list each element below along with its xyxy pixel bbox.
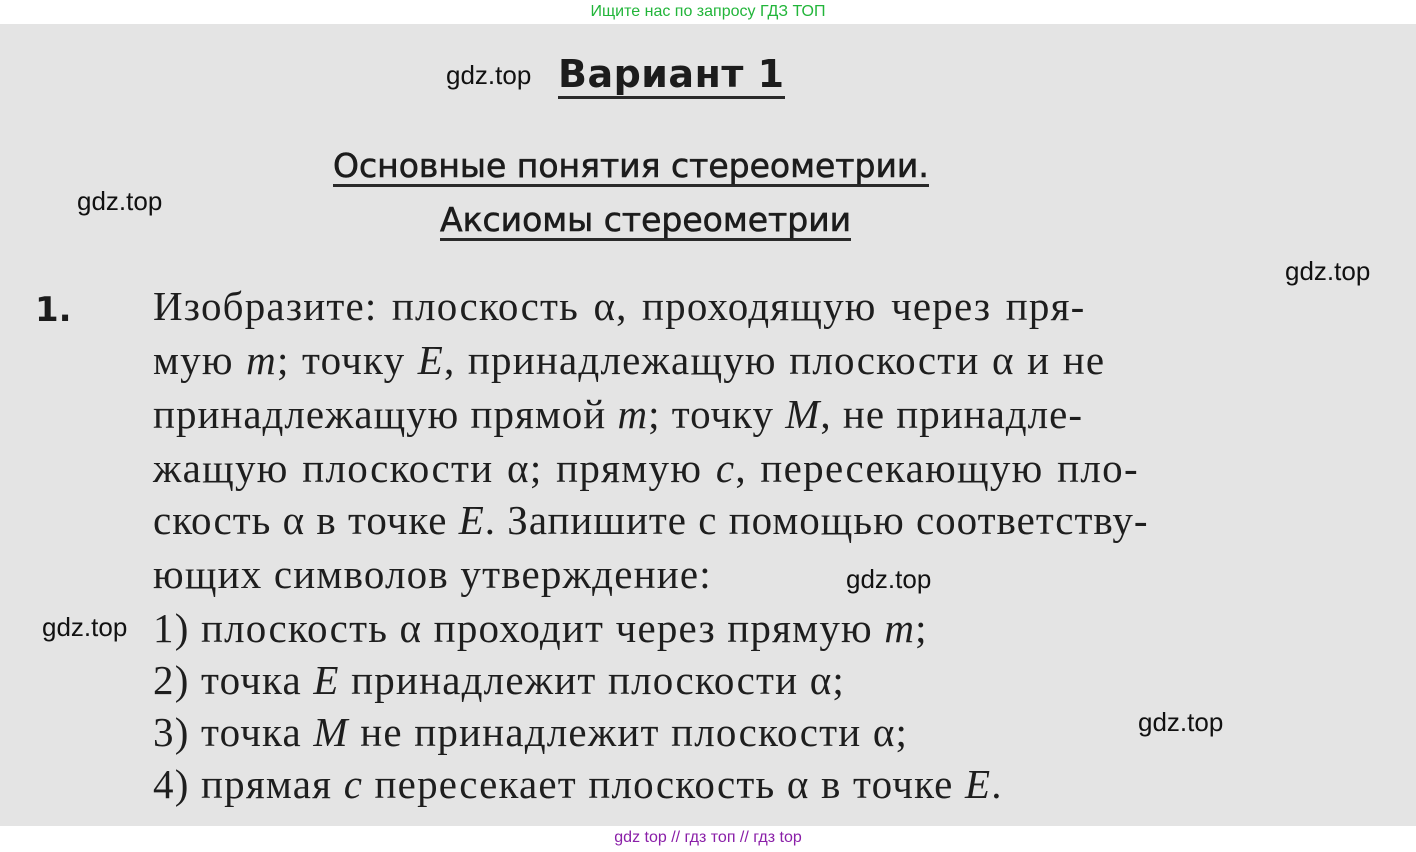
watermark: gdz.top	[77, 186, 163, 216]
task-text-line: ющих символов утверждение:	[153, 551, 712, 597]
watermark: gdz.top	[42, 612, 128, 642]
task-item-1: 1) плоскость α проходит через прямую m;	[153, 605, 928, 651]
task-text-line: мую m; точку E, принадлежащую плоскости α и не	[153, 337, 1106, 383]
topic-title-line-2: Аксиомы стереометрии	[440, 202, 851, 241]
topic-title-line-1: Основные понятия стереометрии.	[333, 148, 929, 187]
watermark: gdz.top	[446, 60, 532, 90]
task-number: 1.	[35, 290, 72, 330]
task-item-3: 3) точка M не принадлежит плоскости α;	[153, 709, 909, 755]
task-item-4: 4) прямая c пересекает плоскость α в точке E.	[153, 761, 1003, 807]
watermark: gdz.top	[1285, 256, 1371, 286]
task-text-line: скость α в точке E. Запишите с помощью соответству-	[153, 497, 1149, 543]
watermark: gdz.top	[1138, 707, 1224, 737]
task-text-line: Изобразите: плоскость α, проходящую через пря-	[153, 283, 1086, 329]
watermark: gdz.top	[846, 564, 932, 594]
bottom-banner[interactable]: gdz top // гдз топ // гдз top	[0, 826, 1416, 852]
top-banner[interactable]: Ищите нас по запросу ГДЗ ТОП	[0, 0, 1416, 24]
textbook-page	[0, 24, 1416, 826]
task-text-line: принадлежащую прямой m; точку M, не принадле-	[153, 391, 1083, 437]
task-item-2: 2) точка E принадлежит плоскости α;	[153, 657, 846, 703]
task-text-line: жащую плоскости α; прямую c, пересекающую пло-	[153, 445, 1139, 491]
variant-title: Вариант 1	[558, 54, 785, 99]
